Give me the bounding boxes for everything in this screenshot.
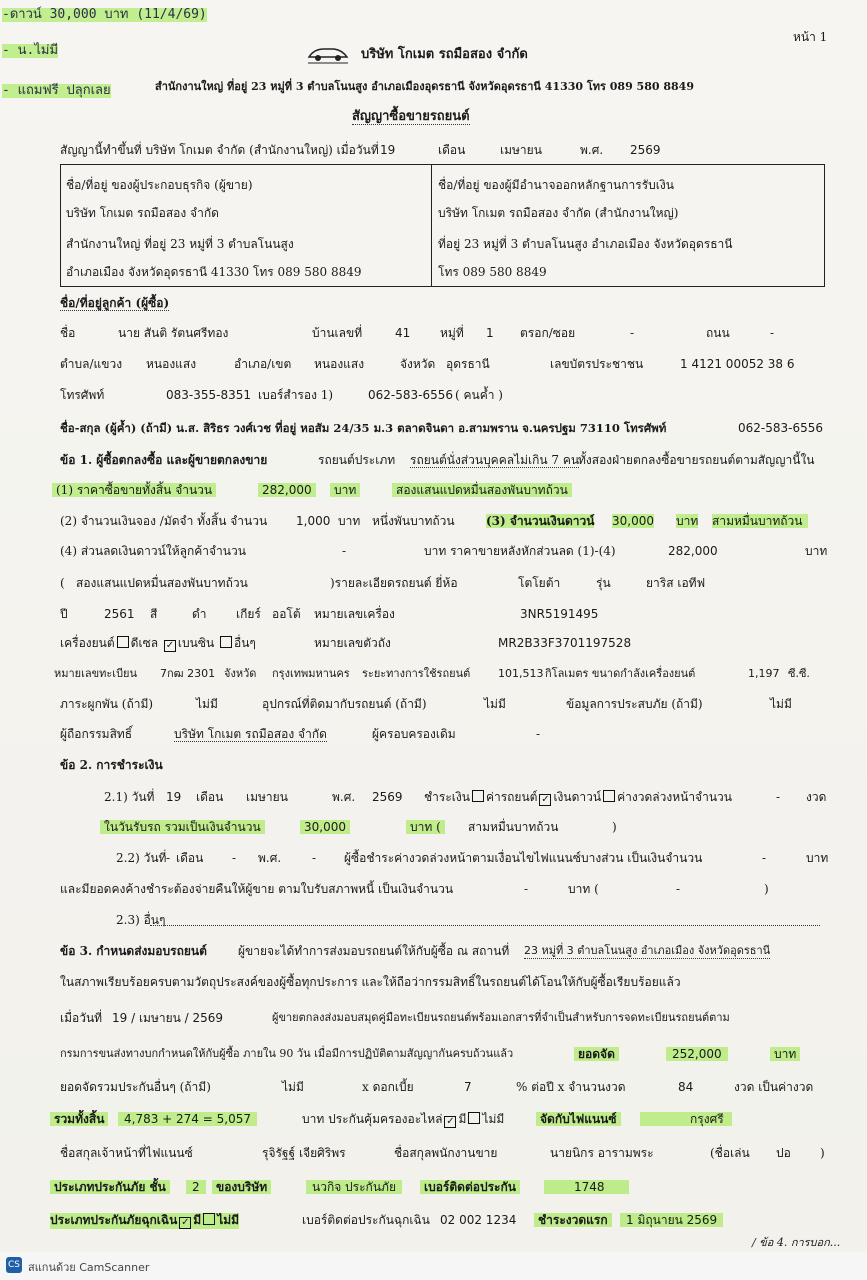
discount-label: (4) ส่วนลดเงินดาวน์ให้ลูกค้าจำนวน — [60, 544, 246, 558]
prev-owner-label: ผู้ครอบครองเดิม — [372, 727, 456, 741]
installment-total: 4,783 + 274 = 5,057 — [118, 1112, 257, 1126]
benzine-label: เบนซิน — [177, 636, 215, 650]
phone-label: โทรศัพท์ — [60, 388, 105, 402]
pay21-year: 2569 — [372, 790, 403, 804]
intro-month: เมษายน — [500, 143, 542, 157]
nickname: ปอ — [776, 1146, 791, 1160]
other-fuel-label: อื่นๆ — [234, 636, 256, 650]
pay23-label: 2.3) อื่นๆ — [116, 913, 166, 927]
prev-owner-value: - — [536, 727, 541, 741]
advance-unit: งวด — [806, 790, 827, 804]
pay21-day: 19 — [166, 790, 182, 804]
customer-name: นาย สันติ รัตนศรีทอง — [118, 326, 229, 340]
discount-amount: - — [342, 544, 347, 558]
seller-address-2: อำเภอเมือง จังหวัดอุดรธานี 41330 โทร 089 580 8849 — [66, 265, 362, 279]
baht-label: บาท — [805, 544, 828, 558]
plate-province: กรุงเทพมหานคร — [272, 667, 350, 680]
plate-province-label: จังหวัด — [224, 667, 257, 680]
clause1-heading: ข้อ 1. ผู้ซื้อตกลงซื้อ และผู้ขายตกลงขาย — [60, 453, 268, 467]
receiver-phone: โทร 089 580 8849 — [438, 265, 547, 279]
contract-day-label: ในวันรับรถ รวมเป็นเงินจำนวน — [100, 820, 265, 834]
accident-value: ไม่มี — [770, 697, 792, 711]
pay22-amount2: - — [524, 882, 529, 896]
delivery-place: 23 หมู่ที่ 3 ตำบลโนนสูง อำเภอเมือง จังหวัดอุดรธานี — [524, 944, 771, 957]
clause1-tail: ทั้งสองฝ่ายตกลงซื้อขายรถยนต์ตามสัญญานี้ใน — [578, 453, 815, 467]
customer-moo: 1 — [486, 326, 494, 340]
customer-tambon: หนองแสง — [146, 357, 197, 371]
intro-year-label: พ.ศ. — [580, 143, 604, 157]
advance-count: - — [776, 790, 781, 804]
detail-label: )รายละเอียดรถยนต์ ยี่ห้อ — [330, 576, 458, 590]
guarantor-line: ชื่อ-สกุล (ผู้ค้ำ) (ถ้ามี) น.ส. สิริธร วงศ์เวช ที่อยู่ หอสัม 24/35 ม.3 ตลาดจินดา อ.สามพราน จ.นครปฐม 73110 โทรศัพท์ — [60, 421, 667, 435]
price-label: (1) ราคาซื้อขายทั้งสิ้น จำนวน — [52, 483, 216, 497]
vehicle-type: รถยนต์นั่งส่วนบุคคลไม่เกิน 7 คน — [410, 453, 580, 467]
first-payment-date: 1 มิถุนายน 2569 — [620, 1213, 723, 1227]
customer-house: 41 — [395, 326, 411, 340]
emergency-no-checkbox[interactable] — [203, 1213, 215, 1225]
insurance-phone: 1748 — [544, 1180, 629, 1194]
pay22-line2: และมียอดคงค้างชำระต้องจ่ายคืนให้ผู้ขาย ตามใบรับสภาพหนี้ เป็นเงินจำนวน — [60, 882, 454, 896]
pay22-amount: - — [762, 851, 767, 865]
car-price-checkbox[interactable] — [472, 790, 484, 802]
deposit-amount: 1,000 — [296, 514, 331, 528]
company-address: สำนักงานใหญ่ ที่อยู่ 23 หมู่ที่ 3 ตำบลโนนสูง อำเภอเมืองอุดรธานี จังหวัดอุดรธานี 41330 โทร 089 580 8849 — [155, 80, 694, 93]
receiver-name: บริษัท โกเมต รถมือสอง จำกัด (สำนักงานใหญ่) — [438, 206, 679, 220]
baht-label: บาท — [338, 514, 361, 528]
insurance-class: 2 — [186, 1180, 206, 1194]
pay23-line — [150, 913, 820, 926]
deposit-label: (2) จำนวนเงินจอง /มัดจำ ทั้งสิ้น จำนวน — [60, 514, 268, 528]
car-price-option: ค่ารถยนต์ — [485, 790, 538, 804]
engine-no-label: หมายเลขเครื่อง — [314, 607, 395, 621]
company-logo — [306, 43, 350, 65]
accident-label: ข้อมูลการประสบภัย (ถ้ามี) — [566, 697, 703, 711]
emergency-phone: 02 002 1234 — [440, 1213, 517, 1227]
clause3-heading: ข้อ 3. กำหนดส่งมอบรถยนต์ — [60, 944, 207, 958]
pay22-month: - — [232, 851, 237, 865]
other-ins-value: ไม่มี — [282, 1080, 304, 1094]
cc-unit: ซี.ซี. — [788, 667, 810, 680]
finance-amount: 252,000 — [666, 1047, 728, 1061]
interest-unit: % ต่อปี x จำนวนงวด — [516, 1080, 626, 1094]
downpayment-label: (3) จำนวนเงินดาวน์ — [486, 514, 595, 528]
advance-checkbox[interactable] — [603, 790, 615, 802]
finance-company-label: จัดกับไฟแนนซ์ — [536, 1112, 621, 1126]
customer-id: 1 4121 00052 38 6 — [680, 357, 795, 371]
customer-province: อุดรธานี — [446, 357, 490, 371]
car-brand: โตโยต้า — [518, 576, 561, 590]
amphoe-label: อำเภอ/เขต — [234, 357, 292, 371]
house-label: บ้านเลขที่ — [312, 326, 363, 340]
net-price-words: สองแสนแปดหมื่นสองพันบาทถ้วน — [76, 576, 248, 590]
continue-note: / ข้อ 4. การบอก... — [752, 1236, 841, 1249]
discount-after-label: บาท ราคาขายหลังหักส่วนลด (1)-(4) — [424, 544, 616, 558]
contract-amount: 30,000 — [300, 820, 350, 834]
installment-total-label: รวมทั้งสิ้น — [50, 1112, 108, 1126]
id-label: เลขบัตรประชาชน — [550, 357, 644, 371]
yes-label: มี — [193, 1213, 202, 1227]
finance-officer-label: ชื่อสกุลเจ้าหน้าที่ไฟแนนซ์ — [60, 1146, 193, 1160]
finance-officer: รุจิรัฐฐ์ เจียศิริพร — [262, 1146, 346, 1160]
net-price: 282,000 — [668, 544, 718, 558]
owner-value: บริษัท โกเมต รถมือสอง จำกัด — [174, 727, 327, 741]
insurance-company-label: ของบริษัท — [212, 1180, 271, 1194]
benzine-checkbox[interactable]: ✓ — [165, 640, 175, 651]
page-number: หน้า 1 — [793, 30, 828, 44]
soi-label: ตรอก/ซอย — [520, 326, 576, 340]
car-color: ดำ — [192, 607, 207, 621]
no-label: ไม่มี — [217, 1213, 240, 1227]
price-amount: 282,000 — [258, 483, 316, 497]
car-gear: ออโต้ — [272, 607, 301, 621]
moo-label: หมู่ที่ — [440, 326, 464, 340]
clause2-heading: ข้อ 2. การชำระเงิน — [60, 758, 163, 772]
handwritten-note: - แถมฟรี ปลุกเลย — [2, 83, 111, 98]
seller-address: สำนักงานใหญ่ ที่อยู่ 23 หมู่ที่ 3 ตำบลโนนสูง — [66, 237, 294, 251]
car-model: ยาริส เอทีฟ — [646, 576, 706, 590]
pay22-text: ผู้ซื้อชำระค่างวดล่วงหน้าตามเงื่อนไขไฟแนนซ์บางส่วน เป็นเงินจำนวน — [344, 851, 703, 865]
first-payment-label: ชำระงวดแรก — [534, 1213, 612, 1227]
pay-options — [424, 790, 732, 806]
page-title: สัญญาซื้อขายรถยนต์ — [352, 109, 470, 124]
handwritten-note: - น.ไม่มี — [2, 43, 59, 58]
customer-heading: ชื่อ/ที่อยู่ลูกค้า (ผู้ซื้อ) — [60, 296, 170, 310]
nickname-label: (ชื่อเล่น — [710, 1146, 750, 1160]
mileage: 101,513 — [498, 667, 544, 680]
clause1-text: รถยนต์ประเภท — [318, 453, 396, 467]
month-label: เดือน — [176, 851, 204, 865]
emergency-row — [50, 1213, 239, 1229]
no-label: ไม่มี — [482, 1112, 505, 1126]
insurance-class-label: ประเภทประกันภัย ชั้น — [50, 1180, 170, 1194]
pay22-words2: - — [676, 882, 681, 896]
year-label: พ.ศ. — [258, 851, 282, 865]
year-label: ปี — [60, 607, 68, 621]
clause3-line2: ในสภาพเรียบร้อยครบตามวัตถุประสงค์ของผู้ซื้อทุกประการ และให้ถือว่ากรรมสิทธิ์ในรถยนต์ได้โอนให้กับผู้ซื้อเรียบร้อยแล้ว — [60, 975, 681, 989]
downpayment-amount: 30,000 — [612, 514, 654, 528]
clause3-text: ผู้ขายจะได้ทำการส่งมอบรถยนต์ให้กับผู้ซื้อ ณ สถานที่ — [238, 944, 510, 958]
insurance-company: นวกิจ ประกันภัย — [306, 1180, 402, 1194]
seller-name: บริษัท โกเมต รถมือสอง จำกัด — [66, 206, 219, 220]
pay-label: ชำระเงิน — [424, 790, 470, 804]
customer-alt-phone: 062-583-6556 — [368, 388, 454, 402]
down-payment-option: เงินดาวน์ — [553, 790, 602, 804]
interest-label: x ดอกเบี้ย — [362, 1080, 414, 1094]
customer-soi: - — [630, 326, 635, 340]
term-count: 84 — [678, 1080, 694, 1094]
intro-day: 19 — [380, 143, 396, 157]
price-words: สองแสนแปดหมื่นสองพันบาทถ้วน — [392, 483, 572, 497]
parts-ins-row — [302, 1112, 504, 1128]
pay21-label: 2.1) วันที่ — [104, 790, 155, 804]
road-label: ถนน — [706, 326, 730, 340]
term-unit: งวด เป็นค่างวด — [734, 1080, 814, 1094]
accessories-value: ไม่มี — [484, 697, 506, 711]
lien-value: ไม่มี — [196, 697, 218, 711]
fuel-row — [60, 636, 256, 652]
baht-label: บาท — [330, 483, 360, 497]
delivery-date: 19 / เมษายน / 2569 — [112, 1011, 224, 1025]
car-year: 2561 — [104, 607, 135, 621]
baht-label: บาท — [806, 851, 829, 865]
year-label: พ.ศ. — [332, 790, 356, 804]
intro-year: 2569 — [630, 143, 661, 157]
lien-label: ภาระผูกพัน (ถ้ามี) — [60, 697, 154, 711]
km-label: ระยะทางการใช้รถยนต์ — [362, 667, 471, 680]
advance-option: ค่างวดล่วงหน้าจำนวน — [617, 790, 732, 804]
interest-rate: 7 — [464, 1080, 472, 1094]
alt-phone-note: ( คนค้ำ ) — [455, 388, 503, 402]
yes-label: มี — [458, 1112, 467, 1126]
diesel-checkbox[interactable] — [117, 636, 129, 648]
alt-phone-label: เบอร์สำรอง 1) — [258, 388, 334, 402]
company-name: บริษัท โกเมต รถมือสอง จำกัด — [361, 47, 528, 62]
gear-label: เกียร์ — [236, 607, 261, 621]
parts-ins-yes-checkbox[interactable]: ✓ — [446, 1116, 455, 1127]
clause3-line3: ผู้ขายตกลงส่งมอบสมุดคู่มือทะเบียนรถยนต์พร้อมเอกสารที่จำเป็นสำหรับการจดทะเบียนรถยนต์ตาม — [272, 1011, 730, 1024]
receiver-address: ที่อยู่ 23 หมู่ที่ 3 ตำบลโนนสูง อำเภอเมือง จังหวัดอุดรธานี — [438, 237, 733, 251]
fuel-label: เครื่องยนต์ — [60, 636, 115, 650]
pay22-day: - — [166, 851, 171, 865]
intro-text: สัญญานี้ทำขึ้นที่ บริษัท โกเมต จำกัด (สำนักงานใหญ่) เมื่อวันที่ — [60, 143, 379, 157]
clause3-line4: กรมการขนส่งทางบกกำหนดให้กับผู้ซื้อ ภายใน 90 วัน เมื่อมีการปฏิบัติตามสัญญากันครบถ้วนแล้ว — [60, 1047, 514, 1060]
finance-company: กรุงศรี — [640, 1112, 732, 1126]
parts-ins-label: บาท ประกันคุ้มครองอะไหล่ — [302, 1112, 443, 1126]
chassis-label: หมายเลขตัวถัง — [314, 636, 391, 650]
deposit-words: หนึ่งพันบาทถ้วน — [372, 514, 455, 528]
receiver-heading: ชื่อ/ที่อยู่ ของผู้มีอำนาจออกหลักฐานการรับเงิน — [438, 178, 674, 192]
contract-words: สามหมื่นบาทถ้วน — [468, 820, 559, 834]
guarantor-phone: 062-583-6556 — [738, 421, 824, 435]
seller-heading: ชื่อ/ที่อยู่ ของผู้ประกอบธุรกิจ (ผู้ขาย) — [66, 178, 253, 192]
camscanner-logo: CS — [6, 1257, 22, 1273]
model-label: รุ่น — [596, 576, 611, 590]
customer-phone: 083-355-8351 — [166, 388, 252, 402]
handwritten-note: -ดาวน์ 30,000 บาท (11/4/69) — [2, 7, 207, 22]
pay21-month: เมษายน — [246, 790, 288, 804]
month-label: เดือน — [196, 790, 224, 804]
chassis-number: MR2B33F3701197528 — [498, 636, 632, 650]
sales-name: นายนิกร อารามพระ — [550, 1146, 654, 1160]
accessories-label: อุปกรณ์ที่ติดมากับรถยนต์ (ถ้ามี) — [262, 697, 427, 711]
downpayment-words: สามหมื่นบาทถ้วน — [712, 514, 808, 528]
pay22-year: - — [312, 851, 317, 865]
color-label: สี — [150, 607, 158, 621]
intro-month-label: เดือน — [438, 143, 466, 157]
parts-ins-no-checkbox[interactable] — [468, 1112, 480, 1124]
tambon-label: ตำบล/แขวง — [60, 357, 123, 371]
emergency-label: ประเภทประกันภัยฉุกเฉิน — [50, 1213, 178, 1227]
plate-label: หมายเลขทะเบียน — [54, 667, 138, 680]
name-label: ชื่อ — [60, 326, 76, 340]
emergency-yes-checkbox[interactable]: ✓ — [181, 1217, 190, 1228]
other-ins-label: ยอดจัดรวมประกันอื่นๆ (ถ้ามี) — [60, 1080, 211, 1094]
down-payment-checkbox[interactable]: ✓ — [541, 794, 550, 805]
owner-label: ผู้ถือกรรมสิทธิ์ — [60, 727, 133, 741]
baht-label: บาท ( — [406, 820, 445, 834]
plate-number: 7กฒ 2301 — [160, 667, 216, 680]
sales-label: ชื่อสกุลพนักงานขาย — [394, 1146, 498, 1160]
camscanner-text: สแกนด้วย CamScanner — [28, 1261, 150, 1274]
customer-amphoe: หนองแสง — [314, 357, 365, 371]
engine-number: 3NR5191495 — [520, 607, 599, 621]
province-label: จังหวัด — [400, 357, 436, 371]
emergency-phone-label: เบอร์ติดต่อประกันฉุกเฉิน — [302, 1213, 430, 1227]
other-fuel-checkbox[interactable] — [220, 636, 232, 648]
delivery-date-label: เมื่อวันที่ — [60, 1011, 103, 1025]
engine-cc: 1,197 — [748, 667, 780, 680]
km-unit: กิโลเมตร ขนาดกำลังเครื่องยนต์ — [545, 667, 696, 680]
baht-label: บาท — [676, 514, 699, 528]
customer-road: - — [770, 326, 775, 340]
baht-label: บาท — [770, 1047, 800, 1061]
insurance-phone-label: เบอร์ติดต่อประกัน — [420, 1180, 520, 1194]
pay22-label: 2.2) วันที่ — [116, 851, 167, 865]
finance-amount-label: ยอดจัด — [574, 1047, 619, 1061]
diesel-label: ดีเซล — [130, 636, 159, 650]
